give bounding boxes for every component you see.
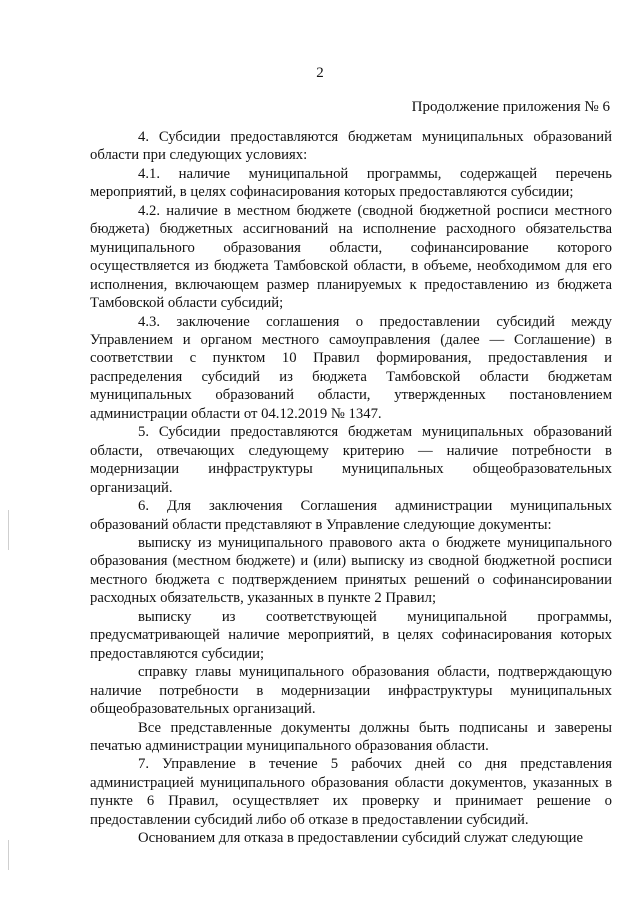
paragraph-documents-signed: Все представленные документы должны быть подписаны и заверены печатью администрации муниципального образования области.: [90, 719, 612, 754]
appendix-continuation-heading: Продолжение приложения № 6: [411, 99, 610, 115]
paragraph-6: 6. Для заключения Соглашения администрации муниципальных образований области представляют в Управление следующие документы:: [90, 498, 612, 533]
paragraph-4: 4. Субсидии предоставляются бюджетам муниципальных образований области при следующих условиях:: [90, 129, 612, 164]
paragraph-refusal-grounds: Основанием для отказа в предоставлении субсидий служат следующие: [138, 830, 584, 847]
paragraph-7: 7. Управление в течение 5 рабочих дней со дня представления администрацией муниципального образования области документов, указанных в пункте 6 Правил, осуществляет их проверку и принимает решение о предоставлении субсидий либо об отказе в предоставлении субсидий.: [90, 756, 612, 828]
document-body: [90, 128, 612, 848]
paragraph-6-item-1: выписку из муниципального правового акта о бюджете муниципального образования (местном бюджете) и (или) выписку из сводной бюджетной росписи местного бюджета с подтверждением принятых решений о софинансировании расходных обязательств, указанных в пункте 2 Правил;: [90, 534, 612, 607]
scan-edge-mark: [8, 840, 9, 870]
paragraph-4-3: 4.3. заключение соглашения о предоставлении субсидий между Управлением и органом местного самоуправления (далее — Соглашение) в соответствии с пунктом 10 Правил формирования, предоставления и распределения субсидий из бюджета Тамбовской области бюджетам муниципальных образований области, утвержденных постановлением администрации области от 04.12.2019 № 1347.: [90, 313, 612, 422]
paragraph-5: 5. Субсидии предоставляются бюджетам муниципальных образований области, отвечающих следующему критерию — наличие потребности в модернизации инфраструктуры муниципальных общеобразовательных организаций.: [90, 424, 612, 496]
paragraph-4-2: 4.2. наличие в местном бюджете (сводной бюджетной росписи местного бюджета) бюджетных ассигнований на исполнение расходного обязательства муниципального образования области, софинансирование которого осуществляется из бюджета Тамбовской области, в объеме, необходимом для его исполнения, включающем размер планируемых к предоставлению из бюджета Тамбовской области субсидий;: [90, 202, 612, 312]
page-number: 2: [316, 65, 324, 81]
scan-edge-mark: [8, 510, 9, 550]
paragraph-6-item-2: выписку из соответствующей муниципальной программы, предусматривающей наличие мероприятий, в целях софинасирования которых предоставляются субсидии;: [90, 608, 612, 662]
paragraph-4-1: 4.1. наличие муниципальной программы, содержащей перечень мероприятий, в целях софинасирования которых предоставляются субсидии;: [90, 165, 612, 201]
paragraph-6-item-3: справку главы муниципального образования области, подтверждающую наличие потребности в модернизации инфраструктуры муниципальных общеобразовательных организаций.: [90, 664, 612, 718]
